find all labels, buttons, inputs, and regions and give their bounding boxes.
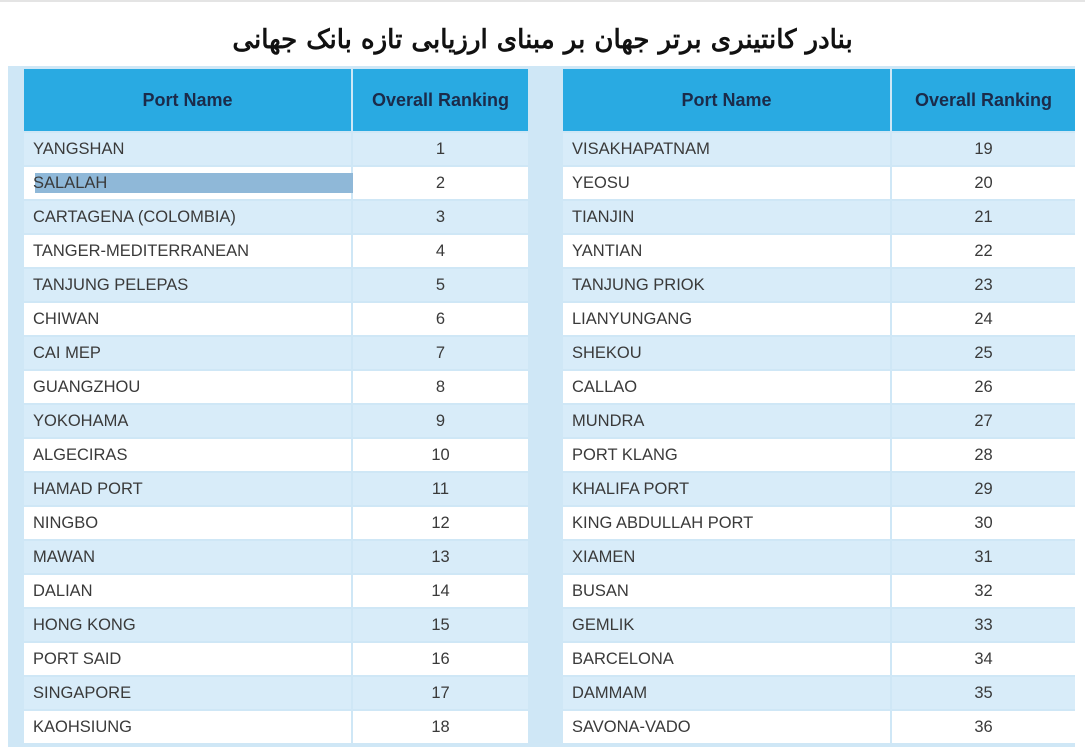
port-name: MUNDRA xyxy=(572,411,645,430)
ranking-table-left xyxy=(24,69,528,745)
ranking-value: 18 xyxy=(431,717,450,736)
port-name: SALALAH xyxy=(33,173,108,192)
port-name-cell xyxy=(563,132,891,166)
port-name: TANGER-MEDITERRANEAN xyxy=(33,241,250,260)
port-name-cell xyxy=(24,540,352,574)
ranking-cell xyxy=(891,336,1075,370)
ranking-value: 7 xyxy=(435,343,446,362)
table-row xyxy=(24,132,528,166)
ranking-value: 2 xyxy=(435,173,446,192)
port-name: CAI MEP xyxy=(33,343,101,362)
ranking-value: 14 xyxy=(431,581,450,600)
ranking-cell xyxy=(891,642,1075,676)
table-row xyxy=(24,404,528,438)
ranking-cell xyxy=(891,166,1075,200)
ranking-cell xyxy=(891,234,1075,268)
ranking-value: 21 xyxy=(974,207,993,226)
port-name-cell xyxy=(24,608,352,642)
port-name-cell xyxy=(563,472,891,506)
table-row xyxy=(563,438,1075,472)
top-divider xyxy=(0,0,1085,2)
port-name-cell xyxy=(24,438,352,472)
table-row xyxy=(24,370,528,404)
table-row xyxy=(563,676,1075,710)
ranking-cell xyxy=(891,540,1075,574)
ranking-value: 35 xyxy=(974,683,993,702)
table-row xyxy=(24,676,528,710)
ranking-value: 32 xyxy=(974,581,993,600)
ranking-value: 1 xyxy=(435,139,446,158)
port-name-cell xyxy=(563,540,891,574)
ranking-cell xyxy=(891,268,1075,302)
table-row xyxy=(24,608,528,642)
port-name-cell xyxy=(24,370,352,404)
table-header-row xyxy=(24,69,528,132)
port-name: PORT SAID xyxy=(33,649,122,668)
port-name-cell xyxy=(24,642,352,676)
port-name: TANJUNG PRIOK xyxy=(572,275,705,294)
port-name: CARTAGENA (COLOMBIA) xyxy=(33,207,236,226)
ranking-cell xyxy=(891,506,1075,540)
port-name-cell xyxy=(24,336,352,370)
ranking-value: 19 xyxy=(974,139,993,158)
ranking-value: 20 xyxy=(974,173,993,192)
ranking-cell xyxy=(352,200,528,234)
ranking-cell xyxy=(352,132,528,166)
ranking-value: 25 xyxy=(974,343,993,362)
port-name-cell xyxy=(24,676,352,710)
ranking-value: 31 xyxy=(974,547,993,566)
ranking-value: 13 xyxy=(431,547,450,566)
ranking-cell xyxy=(891,370,1075,404)
table-row xyxy=(24,438,528,472)
table-row xyxy=(24,200,528,234)
table-row xyxy=(563,404,1075,438)
port-name: GEMLIK xyxy=(572,615,635,634)
ranking-cell xyxy=(891,200,1075,234)
port-name: MAWAN xyxy=(33,547,96,566)
table-row xyxy=(24,642,528,676)
ranking-cell xyxy=(891,472,1075,506)
ranking-cell xyxy=(352,438,528,472)
port-name-cell xyxy=(563,710,891,744)
port-name-cell xyxy=(563,574,891,608)
port-name: SINGAPORE xyxy=(33,683,132,702)
port-name-cell xyxy=(563,370,891,404)
table-row xyxy=(563,540,1075,574)
ranking-value: 29 xyxy=(974,479,993,498)
port-name-cell xyxy=(24,404,352,438)
column-header-port-name: Port Name xyxy=(24,69,352,132)
ranking-tables xyxy=(8,66,1075,747)
ranking-value: 36 xyxy=(974,717,993,736)
ranking-value: 34 xyxy=(974,649,993,668)
table-row xyxy=(563,302,1075,336)
table-row xyxy=(24,540,528,574)
table-row xyxy=(563,574,1075,608)
table-row xyxy=(563,370,1075,404)
port-name: CHIWAN xyxy=(33,309,100,328)
ranking-value: 17 xyxy=(431,683,450,702)
ranking-value: 6 xyxy=(435,309,446,328)
ranking-value: 33 xyxy=(974,615,993,634)
port-name: YANTIAN xyxy=(572,241,643,260)
ranking-cell xyxy=(352,234,528,268)
ranking-value: 27 xyxy=(974,411,993,430)
table-row xyxy=(24,234,528,268)
ranking-cell xyxy=(891,710,1075,744)
ranking-cell xyxy=(352,608,528,642)
ranking-cell xyxy=(352,506,528,540)
ranking-cell xyxy=(352,574,528,608)
port-name-cell xyxy=(24,302,352,336)
port-name-cell xyxy=(24,710,352,744)
ranking-cell xyxy=(891,608,1075,642)
port-name: ALGECIRAS xyxy=(33,445,128,464)
ranking-cell xyxy=(891,574,1075,608)
ranking-cell xyxy=(352,642,528,676)
ranking-value: 26 xyxy=(974,377,993,396)
table-row xyxy=(563,234,1075,268)
port-name-cell xyxy=(563,200,891,234)
port-name-cell xyxy=(563,234,891,268)
port-name: TIANJIN xyxy=(572,207,635,226)
table-row xyxy=(563,268,1075,302)
ranking-value: 3 xyxy=(435,207,446,226)
port-name: HAMAD PORT xyxy=(33,479,143,498)
port-name: YANGSHAN xyxy=(33,139,125,158)
column-header-overall-ranking: Overall Ranking xyxy=(352,69,528,132)
ranking-value: 15 xyxy=(431,615,450,634)
port-name: YOKOHAMA xyxy=(33,411,129,430)
port-name-cell xyxy=(24,574,352,608)
table-row xyxy=(563,132,1075,166)
table-row xyxy=(563,710,1075,744)
port-name: SAVONA-VADO xyxy=(572,717,691,736)
table-row xyxy=(563,166,1075,200)
port-name-cell xyxy=(563,676,891,710)
table-header-row xyxy=(563,69,1075,132)
ranking-cell xyxy=(352,404,528,438)
port-name-cell xyxy=(24,472,352,506)
ranking-cell xyxy=(352,676,528,710)
port-name: XIAMEN xyxy=(572,547,636,566)
port-name: PORT KLANG xyxy=(572,445,678,464)
port-name: TANJUNG PELEPAS xyxy=(33,275,189,294)
port-name-cell xyxy=(24,200,352,234)
ranking-value: 4 xyxy=(435,241,446,260)
page-title: بنادر کانتینری برتر جهان بر مبنای ارزیابی تازه بانک جهانی xyxy=(232,25,853,55)
ranking-value: 24 xyxy=(974,309,993,328)
ranking-value: 12 xyxy=(431,513,450,532)
ranking-value: 10 xyxy=(431,445,450,464)
ranking-cell xyxy=(352,710,528,744)
port-name: KING ABDULLAH PORT xyxy=(572,513,754,532)
port-name-cell xyxy=(563,608,891,642)
table-row xyxy=(563,200,1075,234)
table-row xyxy=(24,472,528,506)
port-name: YEOSU xyxy=(572,173,630,192)
table-row xyxy=(24,506,528,540)
port-name: NINGBO xyxy=(33,513,99,532)
ranking-value: 23 xyxy=(974,275,993,294)
table-row xyxy=(24,302,528,336)
ranking-cell xyxy=(352,166,528,200)
table-row xyxy=(24,268,528,302)
ranking-cell xyxy=(891,132,1075,166)
table-row xyxy=(563,506,1075,540)
port-name-cell xyxy=(24,234,352,268)
port-name: BARCELONA xyxy=(572,649,674,668)
port-name-cell xyxy=(563,166,891,200)
ranking-cell xyxy=(352,268,528,302)
port-name: HONG KONG xyxy=(33,615,136,634)
ranking-value: 30 xyxy=(974,513,993,532)
ranking-value: 22 xyxy=(974,241,993,260)
table-row xyxy=(24,336,528,370)
ranking-cell xyxy=(891,438,1075,472)
port-name-cell xyxy=(563,506,891,540)
port-name-cell xyxy=(24,268,352,302)
ranking-value: 8 xyxy=(435,377,446,396)
table-row xyxy=(563,336,1075,370)
port-name: KAOHSIUNG xyxy=(33,717,133,736)
table-row xyxy=(563,642,1075,676)
port-name-cell xyxy=(563,336,891,370)
port-name: BUSAN xyxy=(572,581,629,600)
ranking-cell xyxy=(891,302,1075,336)
port-name: LIANYUNGANG xyxy=(572,309,693,328)
ranking-value: 28 xyxy=(974,445,993,464)
ranking-value: 16 xyxy=(431,649,450,668)
port-name-cell xyxy=(563,404,891,438)
table-row xyxy=(24,574,528,608)
ranking-cell xyxy=(352,540,528,574)
column-header-overall-ranking: Overall Ranking xyxy=(891,69,1075,132)
column-header-port-name: Port Name xyxy=(563,69,891,132)
port-name: VISAKHAPATNAM xyxy=(572,139,710,158)
port-name: CALLAO xyxy=(572,377,638,396)
ranking-value: 11 xyxy=(431,479,450,498)
port-name-cell xyxy=(563,268,891,302)
table-row xyxy=(563,472,1075,506)
port-name: SHEKOU xyxy=(572,343,642,362)
port-name-cell xyxy=(24,506,352,540)
table-row xyxy=(24,710,528,744)
port-name-cell xyxy=(563,302,891,336)
table-row xyxy=(563,608,1075,642)
port-name-cell xyxy=(24,166,352,200)
ranking-cell xyxy=(352,370,528,404)
table-row xyxy=(24,166,528,200)
ranking-cell xyxy=(352,336,528,370)
port-name: DAMMAM xyxy=(572,683,648,702)
port-name-cell xyxy=(563,438,891,472)
ranking-cell xyxy=(352,472,528,506)
port-name: GUANGZHOU xyxy=(33,377,141,396)
port-name: DALIAN xyxy=(33,581,93,600)
ranking-cell xyxy=(891,676,1075,710)
ranking-value: 9 xyxy=(435,411,446,430)
ranking-table-right xyxy=(563,69,1075,745)
ranking-cell xyxy=(891,404,1075,438)
port-name-cell xyxy=(24,132,352,166)
ranking-value: 5 xyxy=(435,275,446,294)
port-name: KHALIFA PORT xyxy=(572,479,690,498)
ranking-cell xyxy=(352,302,528,336)
port-name-cell xyxy=(563,642,891,676)
